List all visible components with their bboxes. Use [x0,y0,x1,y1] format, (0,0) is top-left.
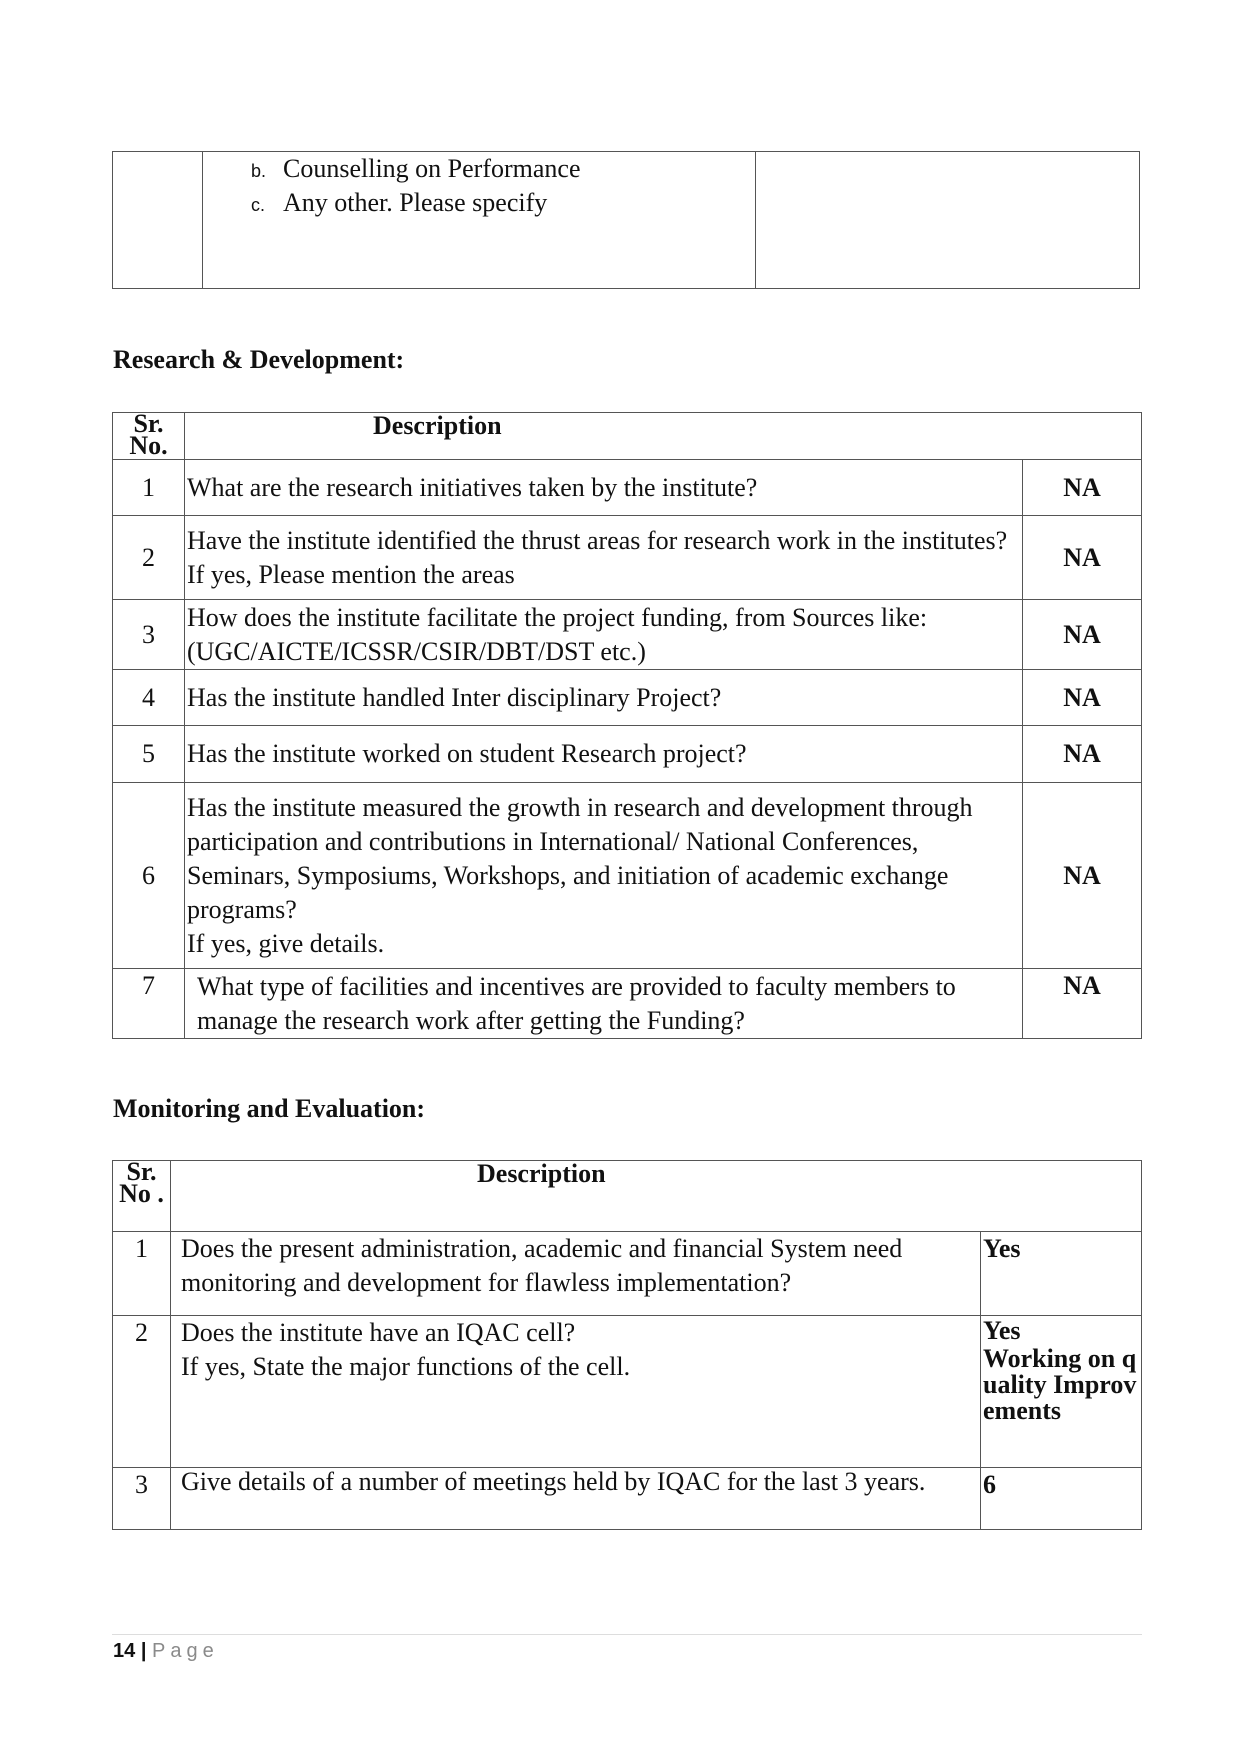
monitoring-heading: Monitoring and Evaluation: [113,1094,426,1123]
research-heading: Research & Development: [113,345,405,374]
list-item: b. Counselling on Performance [251,154,581,183]
research-table [112,409,1142,1039]
table-row: 4 Has the institute handled Inter disciplinary Project? NA [113,670,1142,726]
page-footer [113,1640,219,1663]
table-row: 3 Give details of a number of meetings held by IQAC for the last 3 years. 6 [113,1468,1142,1530]
table-row: 5 Has the institute worked on student Research project? NA [113,726,1142,783]
footer-separator: | [140,1640,147,1662]
table-row: 2 Have the institute identified the thrust areas for research work in the institutes? If yes, Please mention the areas NA [113,516,1142,600]
top-answer-cell [756,152,1140,289]
table-row: 2 Does the institute have an IQAC cell? If yes, State the major functions of the cell. Yes Working on quality Improvements [113,1316,1142,1468]
research-header-desc: Description [185,413,1142,460]
table-row: 1 What are the research initiatives taken by the institute? NA [113,460,1142,516]
research-header-sr: Sr. No. [113,413,185,460]
page-label: Page [151,1640,219,1662]
footer-divider [112,1634,1142,1635]
table-row: 1 Does the present administration, academic and financial System need monitoring and development for flawless implementation? Yes [113,1232,1142,1316]
table-row: 3 How does the institute facilitate the project funding, from Sources like: (UGC/AICTE/ICSSR/CSIR/DBT/DST etc.) NA [113,600,1142,670]
top-sr-cell [113,152,203,289]
table-row: 6 Has the institute measured the growth in research and development through participation and contributions in International/ National Conferences, Seminars, Symposiums, Workshops, and initiation of academic exchange programs? If yes, give details. NA [113,783,1142,969]
monitoring-header-desc: Description [171,1161,1142,1232]
list-item: c. Any other. Please specify [251,188,548,217]
monitoring-header-sr: Sr. No . [113,1161,171,1232]
page-number: 14 [113,1640,136,1662]
table-row: 7 What type of facilities and incentives are provided to faculty members to manage the research work after getting the Funding? NA [113,969,1142,1039]
top-list-cell [203,152,756,289]
monitoring-table [112,1157,1142,1530]
top-table [112,151,1140,289]
